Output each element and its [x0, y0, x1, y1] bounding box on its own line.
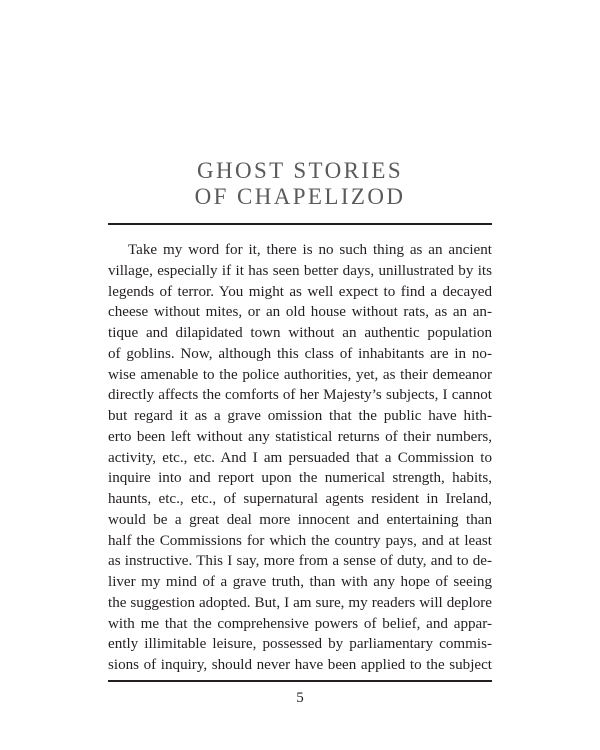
- text-line: half the Commissions for which the country pays, and at least: [108, 532, 492, 549]
- chapter-title-line-1: GHOST STORIES: [196, 158, 404, 183]
- chapter-title-line-2: OF CHAPELIZOD: [194, 184, 406, 209]
- page-number: 5: [296, 690, 304, 706]
- text-line: erto been left without any statistical returns of their numbers,: [108, 428, 492, 445]
- text-line: cheese without mites, or an old house without rats, as an an-: [108, 304, 492, 321]
- text-line: as instructive. This I say, more from a sense of duty, and to de-: [108, 553, 492, 570]
- chapter-title: [108, 158, 492, 210]
- text-line: but regard it as a grave omission that the public have hith-: [108, 408, 492, 424]
- text-line: legends of terror. You might as well expect to find a decayed: [108, 283, 492, 300]
- text-line: directly affects the comforts of her Majesty’s subjects, I cannot: [108, 387, 492, 404]
- title-rule: [108, 223, 492, 225]
- text-line: tique and dilapidated town without an authentic population: [108, 325, 492, 341]
- text-line: with me that the comprehensive powers of belief, and appar-: [108, 615, 492, 632]
- body-paragraph: [108, 240, 492, 676]
- text-line: inquire into and report upon the numerical strength, habits,: [108, 470, 492, 487]
- text-line: haunts, etc., etc., of supernatural agents resident in Ireland,: [108, 491, 492, 507]
- text-line: liver my mind of a grave truth, than with any hope of seeing: [108, 574, 492, 590]
- text-line: ently illimitable leisure, possessed by parliamentary commis-: [108, 636, 492, 653]
- text-line: Take my word for it, there is no such thing as an ancient: [128, 242, 492, 258]
- text-line: would be a great deal more innocent and entertaining than: [108, 511, 492, 528]
- text-line: village, especially if it has seen better days, unillustrated by its: [108, 262, 492, 279]
- text-line: wise amenable to the police authorities, yet, as their demeanor: [108, 366, 492, 383]
- text-line: sions of inquiry, should never have been applied to the subject: [108, 657, 492, 673]
- footer-rule: [108, 680, 492, 682]
- text-line: of goblins. Now, although this class of inhabitants are in no-: [108, 345, 492, 362]
- text-line: the suggestion adopted. But, I am sure, my readers will deplore: [108, 594, 492, 611]
- text-line: activity, etc., etc. And I am persuaded that a Commission to: [108, 449, 492, 466]
